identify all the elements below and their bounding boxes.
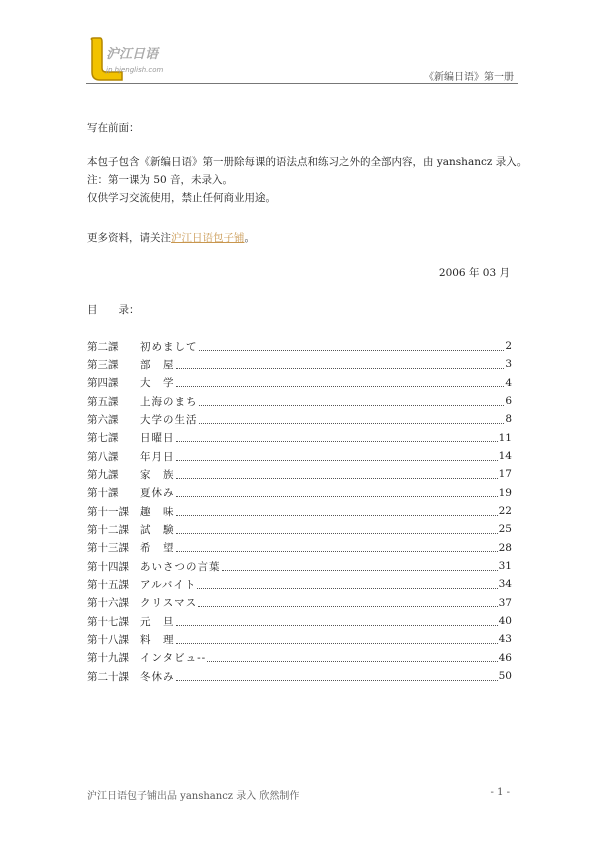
toc-lesson: 第五課 bbox=[87, 395, 119, 408]
toc-leader-dots bbox=[176, 680, 498, 681]
toc-leader-dots bbox=[222, 570, 498, 571]
toc-page: 22 bbox=[498, 505, 512, 518]
toc-leader-dots bbox=[176, 515, 498, 516]
toc-page: 28 bbox=[498, 541, 512, 554]
intro-line-1: 本包子包含《新编日语》第一册除每课的语法点和练习之外的全部内容，由 yanshancz 录入。 bbox=[87, 156, 528, 168]
more-suffix: 。 bbox=[244, 232, 255, 244]
toc-title: 年月日 bbox=[140, 450, 175, 463]
intro-line-2: 注：第一课为 50 音，未录入。 bbox=[87, 174, 234, 186]
toc-title: 夏休み bbox=[140, 487, 175, 500]
toc-entry[interactable] bbox=[87, 612, 512, 630]
toc-leader-dots bbox=[176, 368, 505, 369]
toc-entry[interactable] bbox=[87, 630, 512, 648]
toc-lesson: 第十三課 bbox=[87, 542, 129, 555]
toc-page: 31 bbox=[498, 560, 512, 573]
toc-entry[interactable] bbox=[87, 410, 512, 428]
header-divider bbox=[86, 83, 518, 84]
toc-lesson: 第十四課 bbox=[87, 560, 129, 573]
toc-title: 上海のまち bbox=[140, 395, 198, 408]
footer-page-number: - 1 - bbox=[490, 787, 510, 798]
more-info-line bbox=[87, 230, 255, 245]
toc-entry[interactable] bbox=[87, 429, 512, 447]
toc-lesson: 第二課 bbox=[87, 340, 119, 353]
toc-title: 初めまして bbox=[140, 340, 198, 353]
toc-lesson: 第十一課 bbox=[87, 505, 129, 518]
toc-entry[interactable] bbox=[87, 337, 512, 355]
toc-title: 日曜日 bbox=[140, 432, 175, 445]
toc-leader-dots bbox=[199, 350, 505, 351]
toc-page: 25 bbox=[498, 523, 512, 536]
toc-title: 趣 味 bbox=[140, 505, 175, 518]
table-of-contents bbox=[87, 337, 512, 685]
toc-lesson: 第九課 bbox=[87, 468, 119, 481]
toc-title: アルバイト bbox=[140, 578, 197, 591]
toc-title: 部 屋 bbox=[140, 358, 175, 371]
toc-leader-dots bbox=[176, 496, 498, 497]
baozipu-link[interactable]: 沪江日语包子铺 bbox=[171, 232, 245, 244]
toc-title: 希 望 bbox=[140, 542, 175, 555]
toc-entry[interactable] bbox=[87, 667, 512, 685]
toc-entry[interactable] bbox=[87, 520, 512, 538]
toc-leader-dots bbox=[197, 588, 497, 589]
toc-page: 34 bbox=[498, 578, 512, 591]
toc-title: 大学の生活 bbox=[140, 413, 198, 426]
toc-page: 50 bbox=[498, 670, 512, 683]
toc-lesson: 第六課 bbox=[87, 413, 119, 426]
toc-page: 6 bbox=[505, 395, 512, 408]
toc-entry[interactable] bbox=[87, 539, 512, 557]
header-book-title: 《新编日语》第一册 bbox=[424, 72, 514, 83]
toc-lesson: 第八課 bbox=[87, 450, 119, 463]
toc-leader-dots bbox=[176, 386, 505, 387]
toc-page: 2 bbox=[505, 340, 512, 353]
toc-title: 試 験 bbox=[140, 523, 175, 536]
toc-leader-dots bbox=[199, 405, 505, 406]
toc-lesson: 第十二課 bbox=[87, 523, 129, 536]
toc-leader-dots bbox=[176, 643, 498, 644]
toc-lesson: 第十九課 bbox=[87, 652, 129, 665]
toc-title: 料 理 bbox=[140, 633, 175, 646]
toc-title: クリスマス bbox=[140, 597, 198, 610]
toc-leader-dots bbox=[176, 551, 498, 552]
toc-page: 43 bbox=[498, 633, 512, 646]
toc-title: 家 族 bbox=[140, 468, 175, 481]
toc-entry[interactable] bbox=[87, 447, 512, 465]
toc-lesson: 第四課 bbox=[87, 377, 119, 390]
toc-entry[interactable] bbox=[87, 594, 512, 612]
toc-page: 46 bbox=[498, 651, 512, 664]
toc-title: 元 旦 bbox=[140, 615, 175, 628]
toc-entry[interactable] bbox=[87, 374, 512, 392]
toc-title: あいさつの言葉 bbox=[140, 560, 221, 573]
toc-page: 19 bbox=[498, 486, 512, 499]
toc-leader-dots bbox=[176, 460, 498, 461]
toc-page: 8 bbox=[505, 413, 512, 426]
toc-lesson: 第三課 bbox=[87, 358, 119, 371]
more-prefix: 更多资料，请关注 bbox=[87, 232, 171, 244]
toc-entry[interactable] bbox=[87, 392, 512, 410]
toc-lesson: 第十八課 bbox=[87, 633, 129, 646]
toc-lesson: 第十七課 bbox=[87, 615, 129, 628]
toc-title: 大 学 bbox=[140, 377, 175, 390]
toc-leader-dots bbox=[199, 423, 505, 424]
toc-page: 3 bbox=[505, 358, 512, 371]
toc-page: 4 bbox=[505, 376, 512, 389]
toc-entry[interactable] bbox=[87, 557, 512, 575]
toc-heading: 目 录： bbox=[87, 304, 140, 316]
toc-entry[interactable] bbox=[87, 484, 512, 502]
hjenglish-logo bbox=[88, 36, 198, 82]
toc-page: 37 bbox=[498, 596, 512, 609]
toc-lesson: 第二十課 bbox=[87, 670, 129, 683]
footer-credits: 沪江日语包子铺出品 yanshancz 录入 欣然制作 bbox=[87, 791, 300, 802]
toc-leader-dots bbox=[176, 441, 498, 442]
toc-lesson: 第十六課 bbox=[87, 597, 129, 610]
intro-line-3: 仅供学习交流使用，禁止任何商业用途。 bbox=[87, 192, 276, 204]
toc-leader-dots bbox=[176, 625, 498, 626]
toc-entry[interactable] bbox=[87, 575, 512, 593]
toc-entry[interactable] bbox=[87, 355, 512, 373]
toc-lesson: 第七課 bbox=[87, 432, 119, 445]
toc-title: インタビュ-- bbox=[140, 652, 207, 665]
toc-leader-dots bbox=[176, 478, 498, 479]
svg-text:jp.hjenglish.com: jp.hjenglish.com bbox=[106, 66, 164, 74]
toc-lesson: 第十五課 bbox=[87, 578, 129, 591]
toc-entry[interactable] bbox=[87, 465, 512, 483]
toc-leader-dots bbox=[176, 533, 498, 534]
toc-page: 14 bbox=[498, 450, 512, 463]
toc-leader-dots bbox=[198, 606, 498, 607]
toc-page: 11 bbox=[498, 431, 512, 444]
svg-text:沪江日语: 沪江日语 bbox=[106, 47, 159, 62]
toc-entry[interactable] bbox=[87, 649, 512, 667]
toc-entry[interactable] bbox=[87, 502, 512, 520]
toc-page: 17 bbox=[498, 468, 512, 481]
toc-title: 冬休み bbox=[140, 670, 175, 683]
toc-page: 40 bbox=[498, 615, 512, 628]
toc-leader-dots bbox=[207, 661, 497, 662]
date: 2006 年 03 月 bbox=[438, 267, 510, 279]
toc-lesson: 第十課 bbox=[87, 487, 119, 500]
intro-heading: 写在前面： bbox=[87, 122, 140, 134]
